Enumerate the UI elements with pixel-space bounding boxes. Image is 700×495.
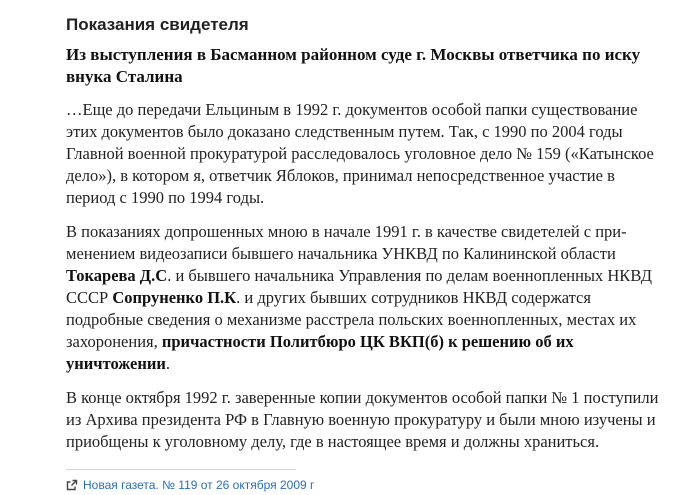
source-link[interactable]: Новая газета. № 119 от 26 октября 2009 г: [83, 478, 315, 492]
paragraph-2-text: . и других бывших сотрудников НКВД содержатся подробные сведения о механизме расстрела польских военнопленных, местах их захоронения,: [66, 288, 637, 351]
paragraph-1: …Еще до передачи Ельциным в 1992 г. документов особой папки существование этих документов было доказано следственным путем. Так, с 1990 по 2004 годы Главной военной прокуратурой расследовалось уголовное дело № 159 («Катынское дело»), в котором я, ответчик Яблоков, принимал непосредственное участие в период с 1990 по 1994 годы.: [66, 100, 654, 207]
article: [66, 14, 666, 493]
paragraph-3: В конце октября 1992 г. заверенные копии документов особой папки № 1 поступили из Архива президента РФ в Главную военную прокуратуру и были мною изучены и приобщены к уголовному делу, где в настоящее время и должны храниться.: [66, 388, 659, 451]
paragraph-2-text: .: [165, 354, 171, 373]
politburo-emphasis: причастности Политбюро ЦК ВКП(б) к решению об их уничтожении: [66, 332, 574, 373]
paragraph-2-text: . и бывшего начальника Управления по делам военнопленных НКВД СССР: [66, 266, 652, 307]
paragraph-2-text: В показаниях допрошенных мною в начале 1991 г. в качестве свидетелей с применением видеозаписи бывшего начальника УНКВД по Калининской области: [66, 222, 627, 263]
paragraph-2: [66, 221, 666, 375]
page-title: Показания свидетеля: [66, 15, 249, 34]
source-citation[interactable]: [66, 477, 666, 493]
witness-name-tokarev: Токарева Д.С: [66, 266, 168, 285]
witness-name-soprunenko: Сопруненко П.К: [112, 288, 237, 307]
external-link-icon: [66, 479, 78, 491]
source-divider: [66, 469, 296, 470]
article-subtitle: Из выступления в Басманном районном суде г. Москвы ответчика по иску внука Сталина: [66, 45, 641, 86]
